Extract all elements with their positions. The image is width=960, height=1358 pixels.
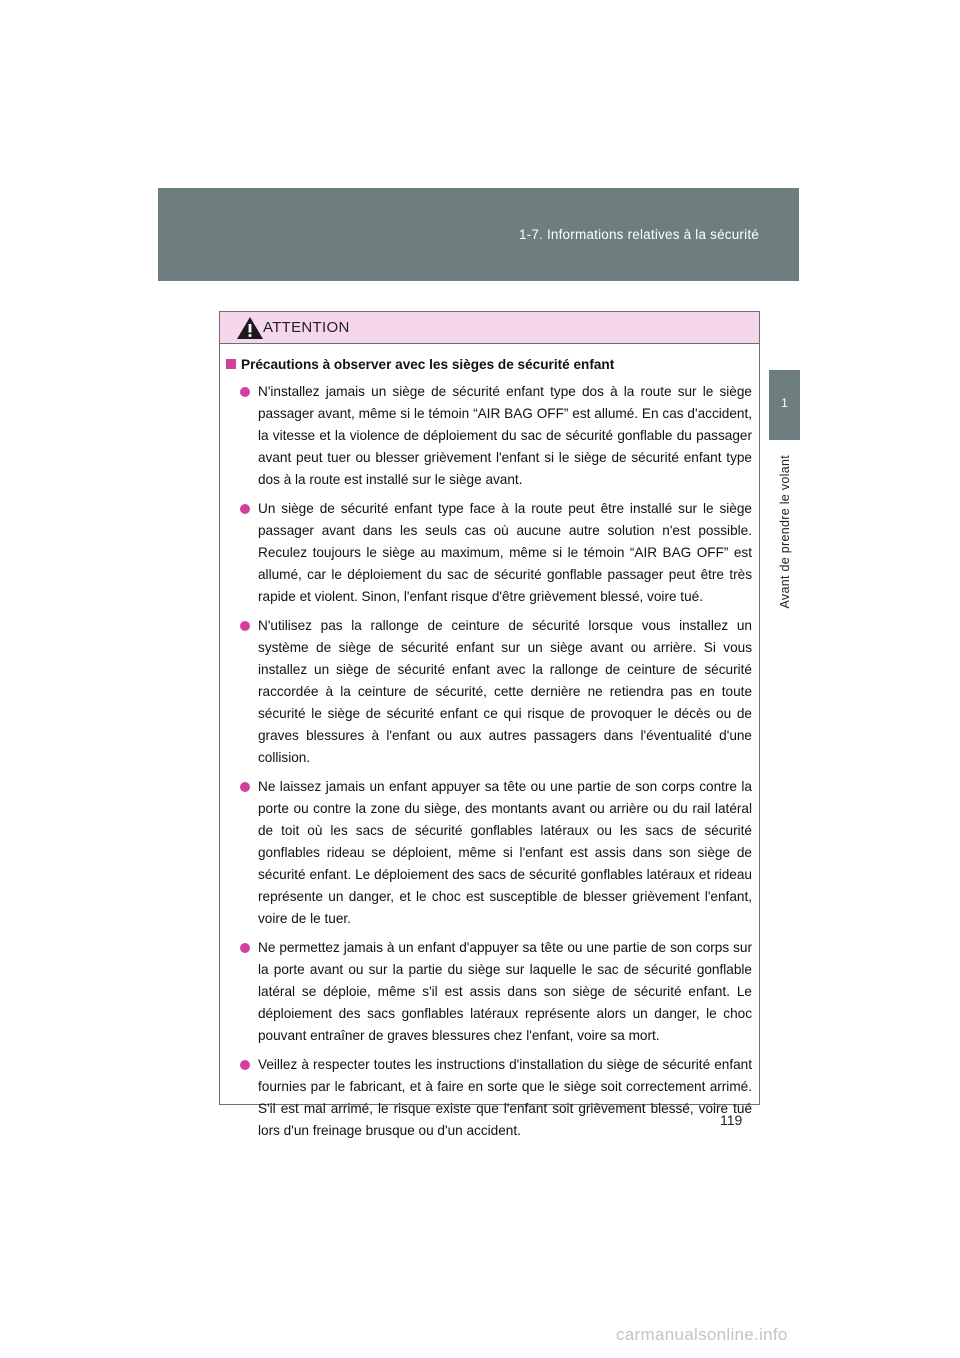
list-item-text: Ne laissez jamais un enfant appuyer sa tête ou une partie de son corps contre la porte ou contre la zone du siège, des montants avant ou arrière ou du rail latéral de toit où les sacs de sécurité gonflables latéraux ou les sacs de sécurité gonflables rideau se déploient, même si l'enfant est assis dans son siège de sécurité enfant. Le déploiement des sacs de sécurité gonflables latéraux et rideau représente un danger, et le choc est susceptible de blesser grièvement l'enfant, voire de le tuer. bbox=[258, 779, 752, 926]
warning-title: ATTENTION bbox=[263, 319, 350, 336]
bullet-dot-icon bbox=[240, 943, 250, 953]
page-number: 119 bbox=[720, 1112, 743, 1128]
watermark[interactable]: carmanualsonline.info bbox=[616, 1325, 788, 1344]
header-band bbox=[158, 188, 799, 281]
list-item bbox=[226, 615, 752, 769]
list-item bbox=[226, 776, 752, 930]
list-item bbox=[226, 381, 752, 491]
warning-subheading-text: Précautions à observer avec les sièges de sécurité enfant bbox=[241, 357, 615, 372]
square-bullet-icon bbox=[226, 359, 236, 369]
chapter-number: 1 bbox=[781, 396, 788, 410]
bullet-dot-icon bbox=[240, 782, 250, 792]
list-item-text: Ne permettez jamais à un enfant d'appuyer sa tête ou une partie de son corps sur la porte avant ou sur la partie du siège sur laquelle le sac de sécurité gonflable latéral se déploie, même s'il est assis dans son siège de sécurité enfant. Le déploiement des sacs gonflables latéraux représente alors un danger, le choc pouvant entraîner de graves blessures chez l'enfant, voire sa mort. bbox=[258, 940, 752, 1043]
bullet-dot-icon bbox=[240, 621, 250, 631]
bullet-dot-icon bbox=[240, 387, 250, 397]
warning-subheading bbox=[226, 354, 752, 375]
chapter-label-text: Avant de prendre le volant bbox=[777, 455, 792, 609]
list-item bbox=[226, 498, 752, 608]
list-item-text: Un siège de sécurité enfant type face à la route peut être installé sur le siège passager avant dans les seuls cas où aucune autre solution n'est possible. Reculez toujours le siège au maximum, même si le témoin “AIR BAG OFF” est allumé, car le déploiement du sac de sécurité gonflable passager peut être très rapide et violent. Sinon, l'enfant risque d'être grièvement blessé, voire tué. bbox=[258, 501, 752, 604]
list-item bbox=[226, 937, 752, 1047]
list-item-text: N'utilisez pas la rallonge de ceinture de sécurité lorsque vous installez un système de siège de sécurité enfant sur un siège avant ou arrière. Si vous installez un siège de sécurité enfant avec la rallonge de ceinture de sécurité raccordée à la ceinture de sécurité, cette dernière ne retiendra pas en toute sécurité le siège de sécurité enfant ce qui risque de provoquer le décès ou de graves blessures à l'enfant ou aux autres passagers dans l'éventualité d'une collision. bbox=[258, 618, 752, 765]
bullet-dot-icon bbox=[240, 1060, 250, 1070]
list-item bbox=[226, 1054, 752, 1142]
warning-triangle-icon bbox=[236, 316, 264, 340]
list-item-text: N'installez jamais un siège de sécurité enfant type dos à la route sur le siège passager avant, même si le témoin “AIR BAG OFF” est allumé. En cas d'accident, la vitesse et la violence de déploiement du sac de sécurité gonflable du passager avant peut tuer ou blesser grièvement l'enfant si le siège de sécurité enfant type dos à la route est installé sur le siège avant. bbox=[258, 384, 752, 487]
chapter-label bbox=[769, 455, 800, 625]
bullet-dot-icon bbox=[240, 504, 250, 514]
warning-body bbox=[220, 344, 759, 1142]
warning-header bbox=[220, 312, 759, 344]
section-title: 1-7. Informations relatives à la sécurité bbox=[518, 227, 759, 242]
list-item-text: Veillez à respecter toutes les instructions d'installation du siège de sécurité enfant fournies par le fabricant, et à faire en sorte que le siège soit correctement arrimé. S'il est mal arrimé, le risque existe que l'enfant soit grièvement blessé, voire tué lors d'un freinage brusque ou d'un accident. bbox=[258, 1057, 752, 1138]
chapter-tab bbox=[769, 370, 800, 440]
